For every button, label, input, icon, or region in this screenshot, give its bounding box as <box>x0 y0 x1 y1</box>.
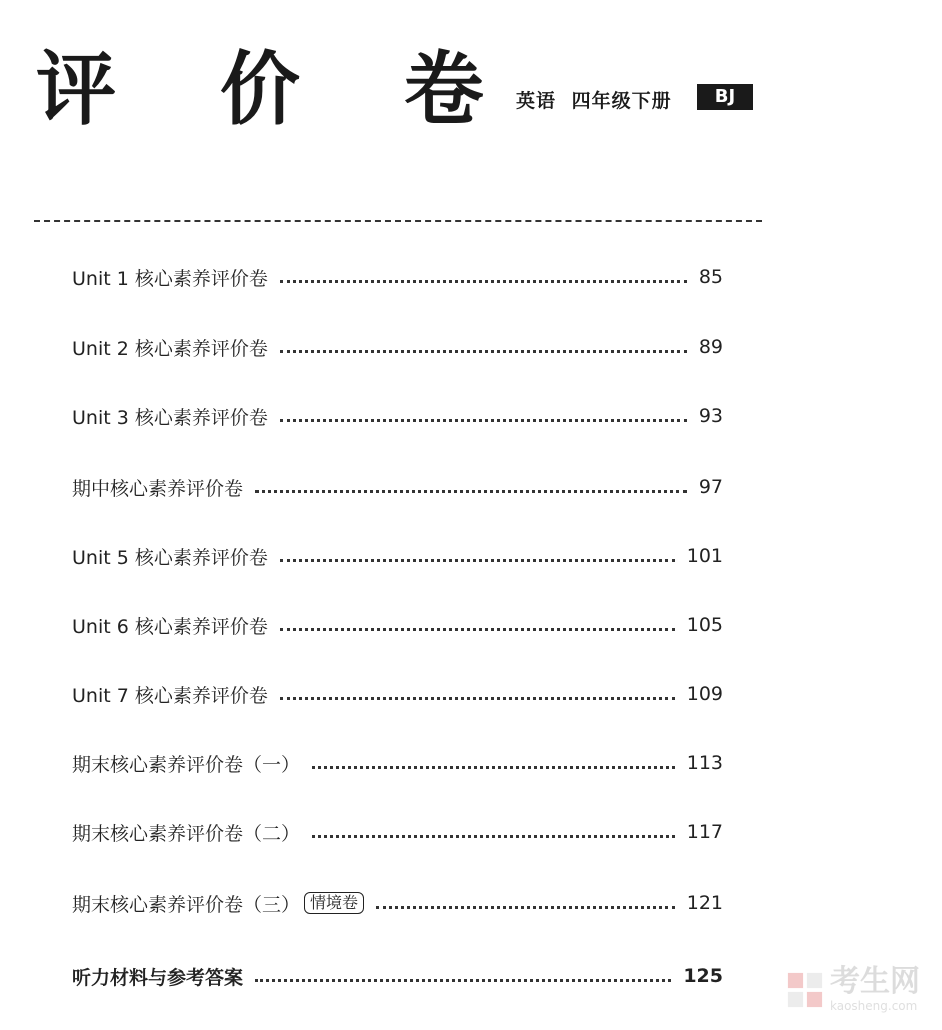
dot-leader <box>255 490 687 493</box>
grade-label: 四年级下册 <box>571 90 672 112</box>
toc-item[interactable] <box>72 541 723 571</box>
toc-item[interactable] <box>72 817 723 847</box>
toc-item[interactable] <box>72 748 723 778</box>
toc-item-page: 97 <box>698 476 723 498</box>
toc-item-label: 期中核心素养评价卷 <box>72 477 244 500</box>
toc-item-page: 125 <box>683 965 723 987</box>
subject-name: 英语 <box>516 90 557 112</box>
toc-item-page: 85 <box>698 266 723 288</box>
toc-item[interactable] <box>72 332 723 362</box>
toc-item-label: Unit 7 核心素养评价卷 <box>72 684 268 707</box>
toc-item-label: Unit 3 核心素养评价卷 <box>72 406 268 429</box>
dot-leader <box>280 419 687 422</box>
toc-item[interactable] <box>72 610 723 640</box>
toc-item-label: Unit 5 核心素养评价卷 <box>72 546 268 569</box>
toc-item-label: 期末核心素养评价卷（二） <box>72 822 301 845</box>
toc-item-label: Unit 2 核心素养评价卷 <box>72 337 268 360</box>
toc-item[interactable] <box>72 401 723 431</box>
dot-leader <box>280 697 675 700</box>
dot-leader <box>312 835 675 838</box>
toc-item-page: 113 <box>686 752 723 774</box>
dot-leader <box>280 280 687 283</box>
toc-item-page: 89 <box>698 336 723 358</box>
toc-item[interactable] <box>72 262 723 292</box>
page-title: 评 价 卷 <box>36 43 522 136</box>
dot-leader <box>312 766 675 769</box>
toc-item[interactable] <box>72 961 723 991</box>
toc-item-page: 105 <box>686 614 723 636</box>
toc-item-label: Unit 6 核心素养评价卷 <box>72 615 268 638</box>
watermark-logo-icon <box>786 971 824 1009</box>
watermark-name: 考生网 <box>830 964 920 999</box>
dot-leader <box>280 350 687 353</box>
dot-leader <box>280 628 675 631</box>
toc-item-label <box>72 890 364 917</box>
dot-leader <box>255 979 671 982</box>
edition-badge: BJ <box>697 84 753 110</box>
toc-item-page: 93 <box>698 405 723 427</box>
dot-leader <box>376 906 675 909</box>
toc-item[interactable] <box>72 472 723 502</box>
dashed-divider <box>34 220 762 222</box>
subject-label <box>516 86 672 113</box>
toc-item-label: Unit 1 核心素养评价卷 <box>72 267 268 290</box>
watermark <box>786 964 920 1013</box>
dot-leader <box>280 559 675 562</box>
toc-item-page: 101 <box>686 545 723 567</box>
scenario-tag: 情境卷 <box>304 892 364 914</box>
watermark-url: kaosheng.com <box>830 999 918 1013</box>
toc-item-label: 听力材料与参考答案 <box>72 966 244 989</box>
toc-item-page: 121 <box>686 892 723 914</box>
toc-item-page: 109 <box>686 683 723 705</box>
toc-item-page: 117 <box>686 821 723 843</box>
toc-item[interactable] <box>72 888 723 918</box>
toc-item[interactable] <box>72 679 723 709</box>
toc-item-label: 期末核心素养评价卷（一） <box>72 753 301 776</box>
toc-item-label-text: 期末核心素养评价卷（三） <box>72 893 301 916</box>
